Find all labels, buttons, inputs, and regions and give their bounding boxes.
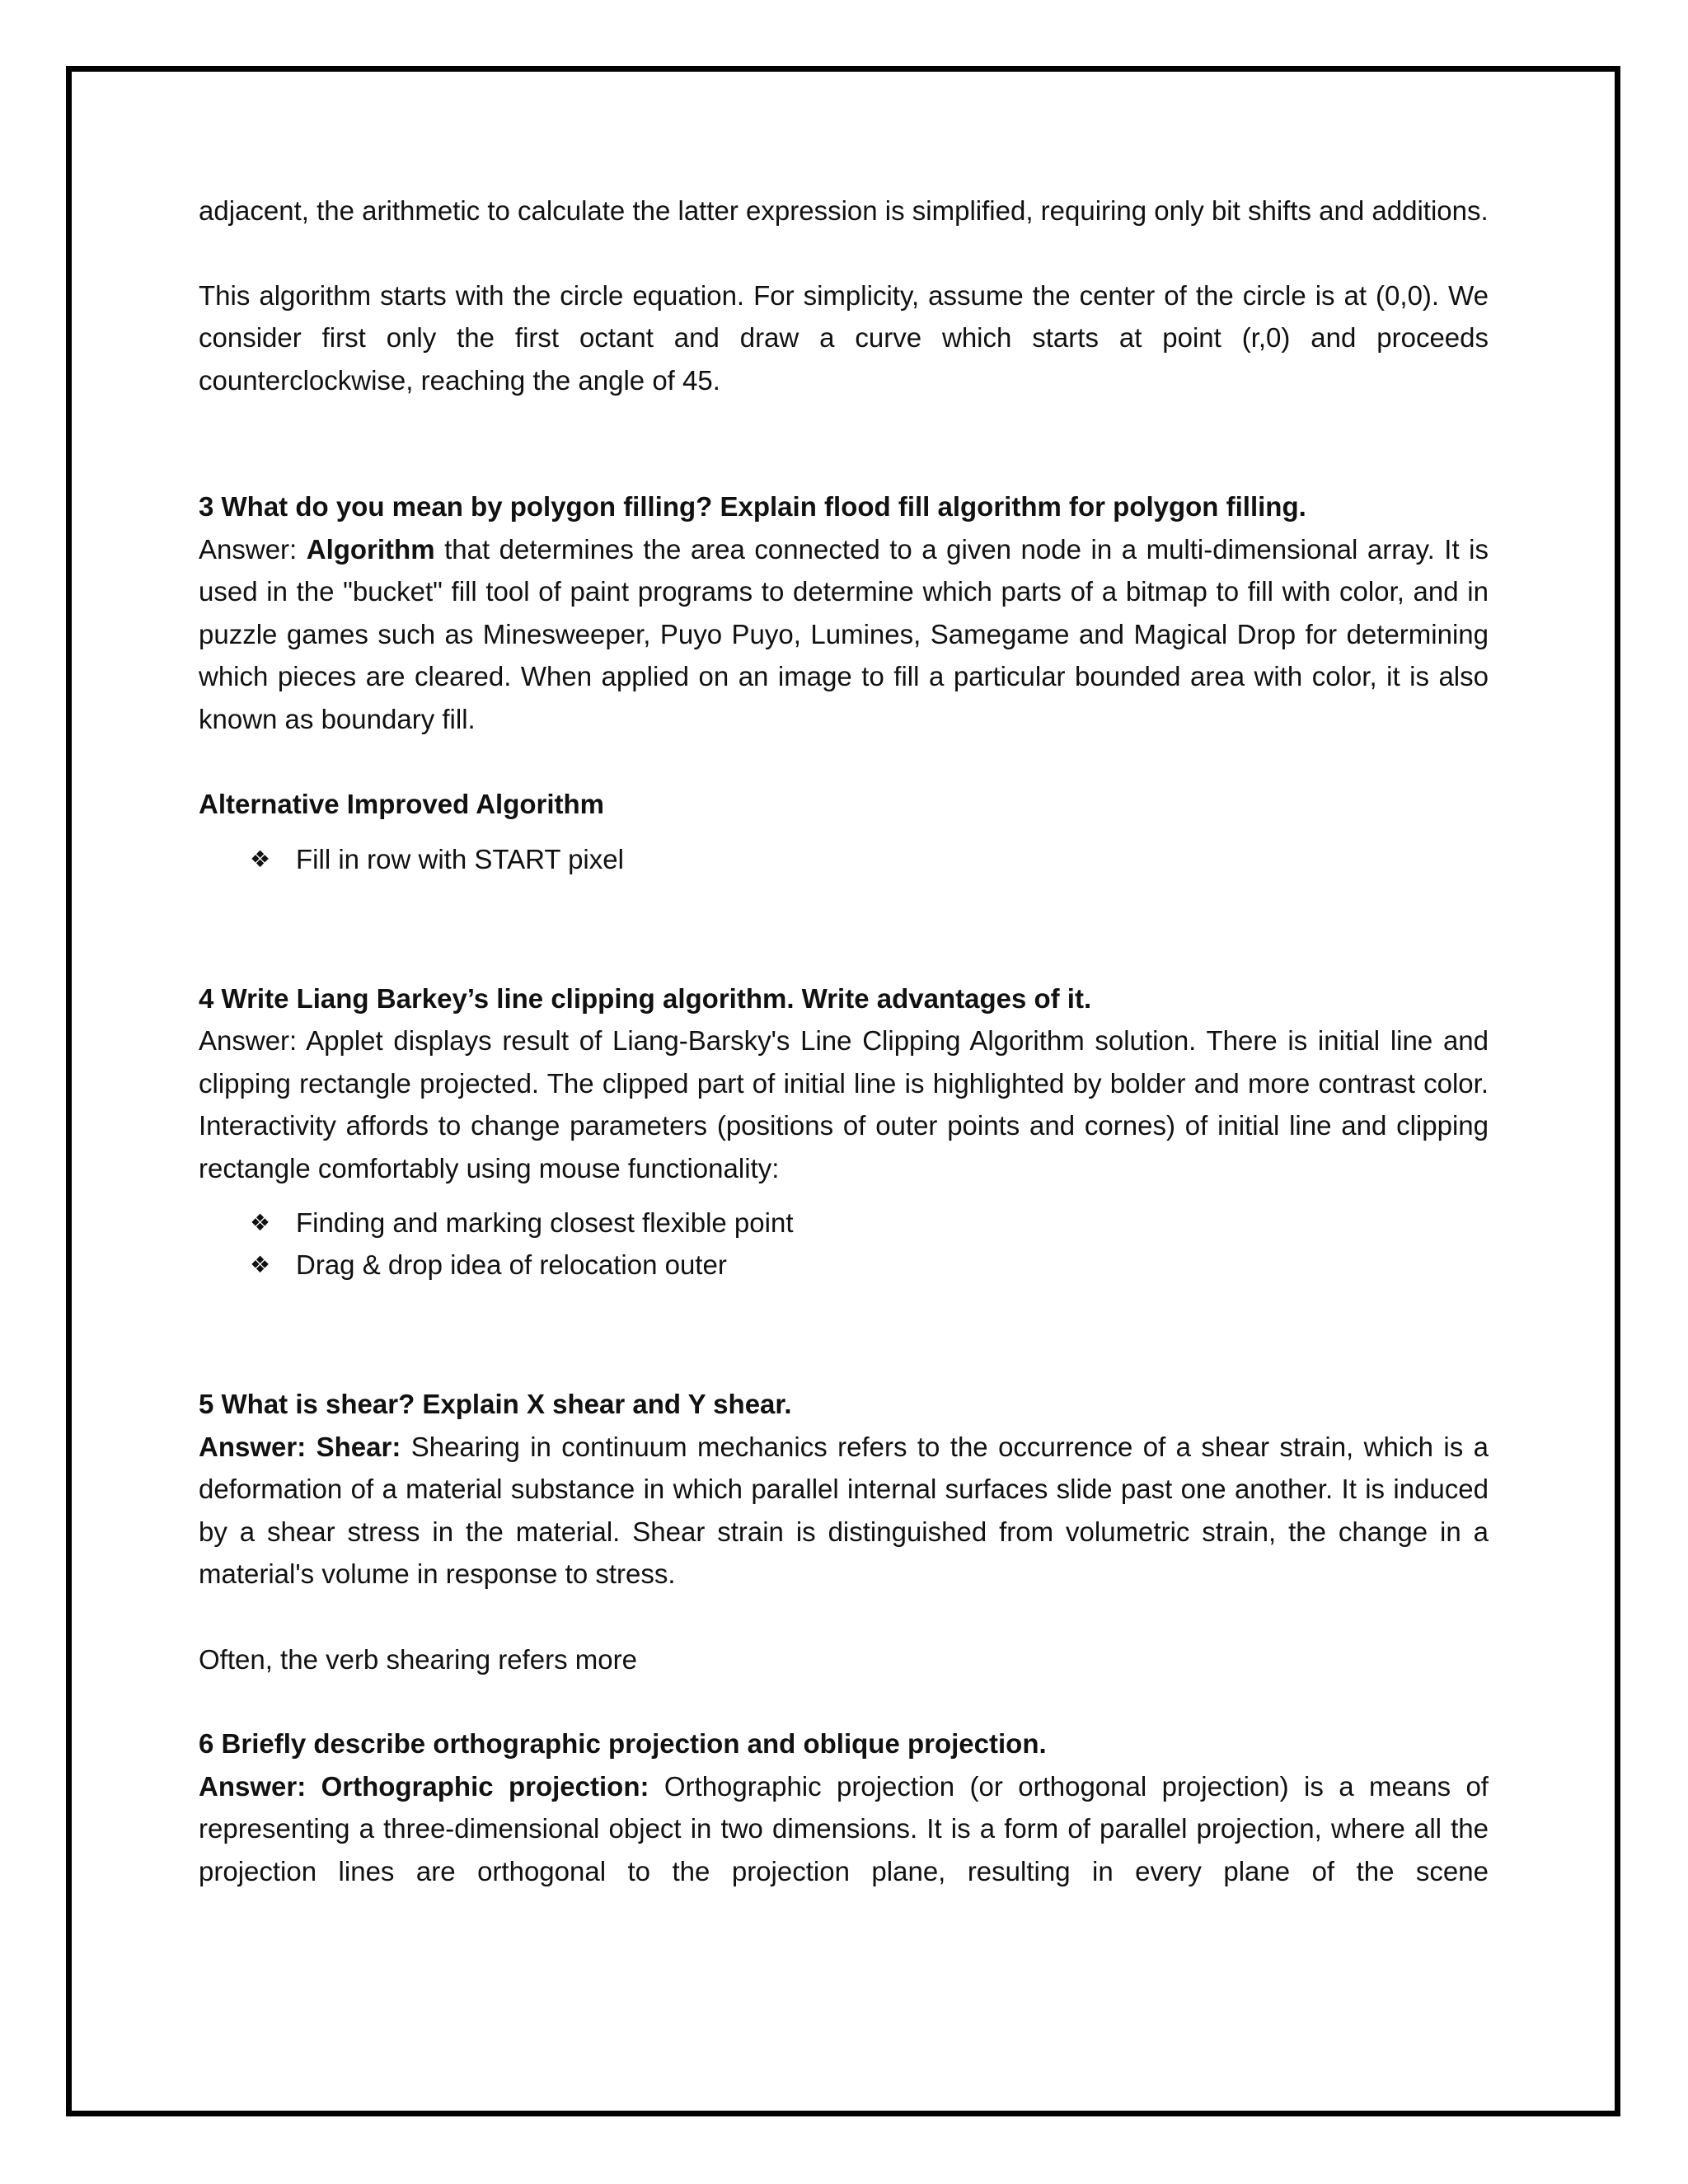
question-3-answer: [199, 528, 1489, 741]
document-body: [199, 190, 1489, 1892]
list-item-text: Finding and marking closest flexible point: [296, 1207, 794, 1238]
paragraph-circle-algorithm: This algorithm starts with the circle equation. For simplicity, assume the center of the circle is at (0,0). We consider first only the first octant and draw a curve which starts at point (r,0) and proceeds counterclockwise, reaching the angle of 45.: [199, 279, 1489, 396]
answer-text: that determines the area connected to a given node in a multi-dimensional array. It is used in the "bucket" fill tool of paint programs to determine which parts of a bitmap to fill with color, and in puzzle games such as Minesweeper, Puyo Puyo, Lumines, Samegame and Magical Drop for determining which pieces are cleared. When applied on an image to fill a particular bounded area with color, it is also known as boundary fill.: [199, 533, 1489, 734]
list-item: [250, 1202, 1489, 1244]
question-3-subheading: Alternative Improved Algorithm: [199, 789, 605, 819]
diamond-bullet-icon: ❖: [250, 1251, 271, 1278]
diamond-bullet-icon: ❖: [250, 845, 271, 873]
question-3-heading: 3 What do you mean by polygon filling? Explain flood fill algorithm for polygon filling.: [199, 491, 1306, 522]
question-5-heading: 5 What is shear? Explain X shear and Y shear.: [199, 1389, 792, 1419]
question-4-answer: Answer: Applet displays result of Liang-Barsky's Line Clipping Algorithm solution. There is initial line and clipping rectangle projected. The clipped part of initial line is highlighted by bolder and more contrast color. Interactivity affords to change parameters (positions of outer points and cornes) of initial line and clipping rectangle comfortably using mouse functionality:: [199, 1025, 1489, 1183]
answer-text: Shearing in continuum mechanics refers to the occurrence of a shear strain, which is a deformation of a material substance in which parallel internal surfaces slide past one another. It is induced by a shear stress in the material. Shear strain is distinguished from volumetric strain, the change in a material's volume in response to stress.: [199, 1431, 1489, 1589]
answer-text: Orthographic projection (or orthogonal projection) is a means of representing a three-dimensional object in two dimensions. It is a form of parallel projection, where all the projection lines are orthogonal to the projection plane, resulting in every plane of the scene: [199, 1770, 1489, 1886]
answer-bold-term: Answer: Shear:: [199, 1431, 401, 1462]
list-item-text: Drag & drop idea of relocation outer: [296, 1249, 727, 1280]
answer-bold-term: Answer: Orthographic projection:: [199, 1770, 649, 1802]
question-4-heading: 4 Write Liang Barkey’s line clipping algorithm. Write advantages of it.: [199, 982, 1092, 1014]
question-6-heading: 6 Briefly describe orthographic projection and oblique projection.: [199, 1728, 1047, 1759]
question-5-answer: [199, 1426, 1489, 1596]
list-item: [250, 838, 1489, 880]
paragraph-continuation: adjacent, the arithmetic to calculate the latter expression is simplified, requiring only bit shifts and additions.: [199, 195, 1489, 226]
answer-label: Answer:: [199, 533, 307, 565]
question-5-paragraph-2: Often, the verb shearing refers more: [199, 1643, 637, 1675]
diamond-bullet-icon: ❖: [250, 1209, 271, 1236]
question-3-bullet-list: [199, 838, 1489, 880]
question-4-bullet-list: [199, 1202, 1489, 1286]
question-6-answer: [199, 1765, 1489, 1893]
list-item: [250, 1244, 1489, 1286]
answer-bold-term: Algorithm: [306, 533, 435, 565]
list-item-text: Fill in row with START pixel: [296, 843, 624, 874]
